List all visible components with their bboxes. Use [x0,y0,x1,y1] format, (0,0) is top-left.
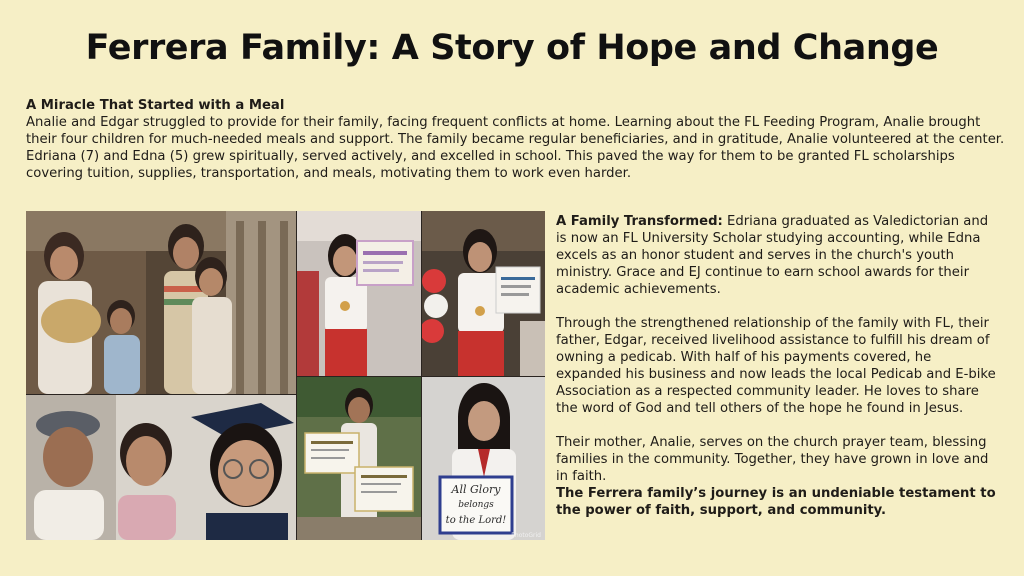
photogrid-watermark: PhotoGrid [511,532,541,539]
photo-girl-with-certificate [297,211,421,376]
mother-paragraph: Their mother, Analie, serves on the church prayer team, blessing families in the community. Together, they have grown in love and in faith. [556,435,989,484]
page-title: Ferrera Family: A Story of Hope and Change [85,28,939,68]
photo-boy-with-certificates [297,377,421,540]
intro-paragraph-2: Edriana (7) and Edna (5) grew spiritually, served actively, and excelled in school. This paved the way for them to be granted FL scholarships covering tuition, supplies, transportation, and meals, motivating them to work even harder. [26,149,955,181]
father-paragraph: Through the strengthened relationship of the family with FL, their father, Edgar, received livelihood assistance to fulfill his dream of owning a pedicab. With half of his payments covered, he expanded his business and now leads the local Pedicab and E-bike Association as a respected community leader. He loves to share the word of God and tell others of the hope he found in Jesus. [556,316,996,416]
closing-statement: The Ferrera family’s journey is an undeniable testament to the power of faith, support, and community. [556,486,996,518]
photo-girl-holding-sign [422,377,545,540]
intro-section [26,97,1006,182]
sign-line-2: belongs [458,500,494,510]
photo-parents-and-graduate [26,395,296,540]
photo-children-at-house [26,211,296,394]
photo-collage [26,211,545,540]
sign-line-3: to the Lord! [445,515,507,526]
sign-line-1: All Glory [451,483,501,496]
story-section [556,213,996,519]
photo-girl-with-medals [422,211,545,376]
intro-paragraph-1: Analie and Edgar struggled to provide for their family, facing frequent conflicts at home. Learning about the FL Feeding Program, Analie brought their four children for much-needed meals and support. The family became regular beneficiaries, and in gratitude, Analie volunteered at the center. [26,115,1005,147]
transformed-heading: A Family Transformed: [556,214,723,229]
transformed-text: Edriana graduated as Valedictorian and is now an FL University Scholar studying accounting, while Edna excels as an honor student and serves in the church's youth ministry. Grace and EJ continue to earn school awards for their academic achievements. [556,214,989,297]
intro-heading: A Miracle That Started with a Meal [26,98,285,113]
transformed-paragraph [556,213,996,298]
